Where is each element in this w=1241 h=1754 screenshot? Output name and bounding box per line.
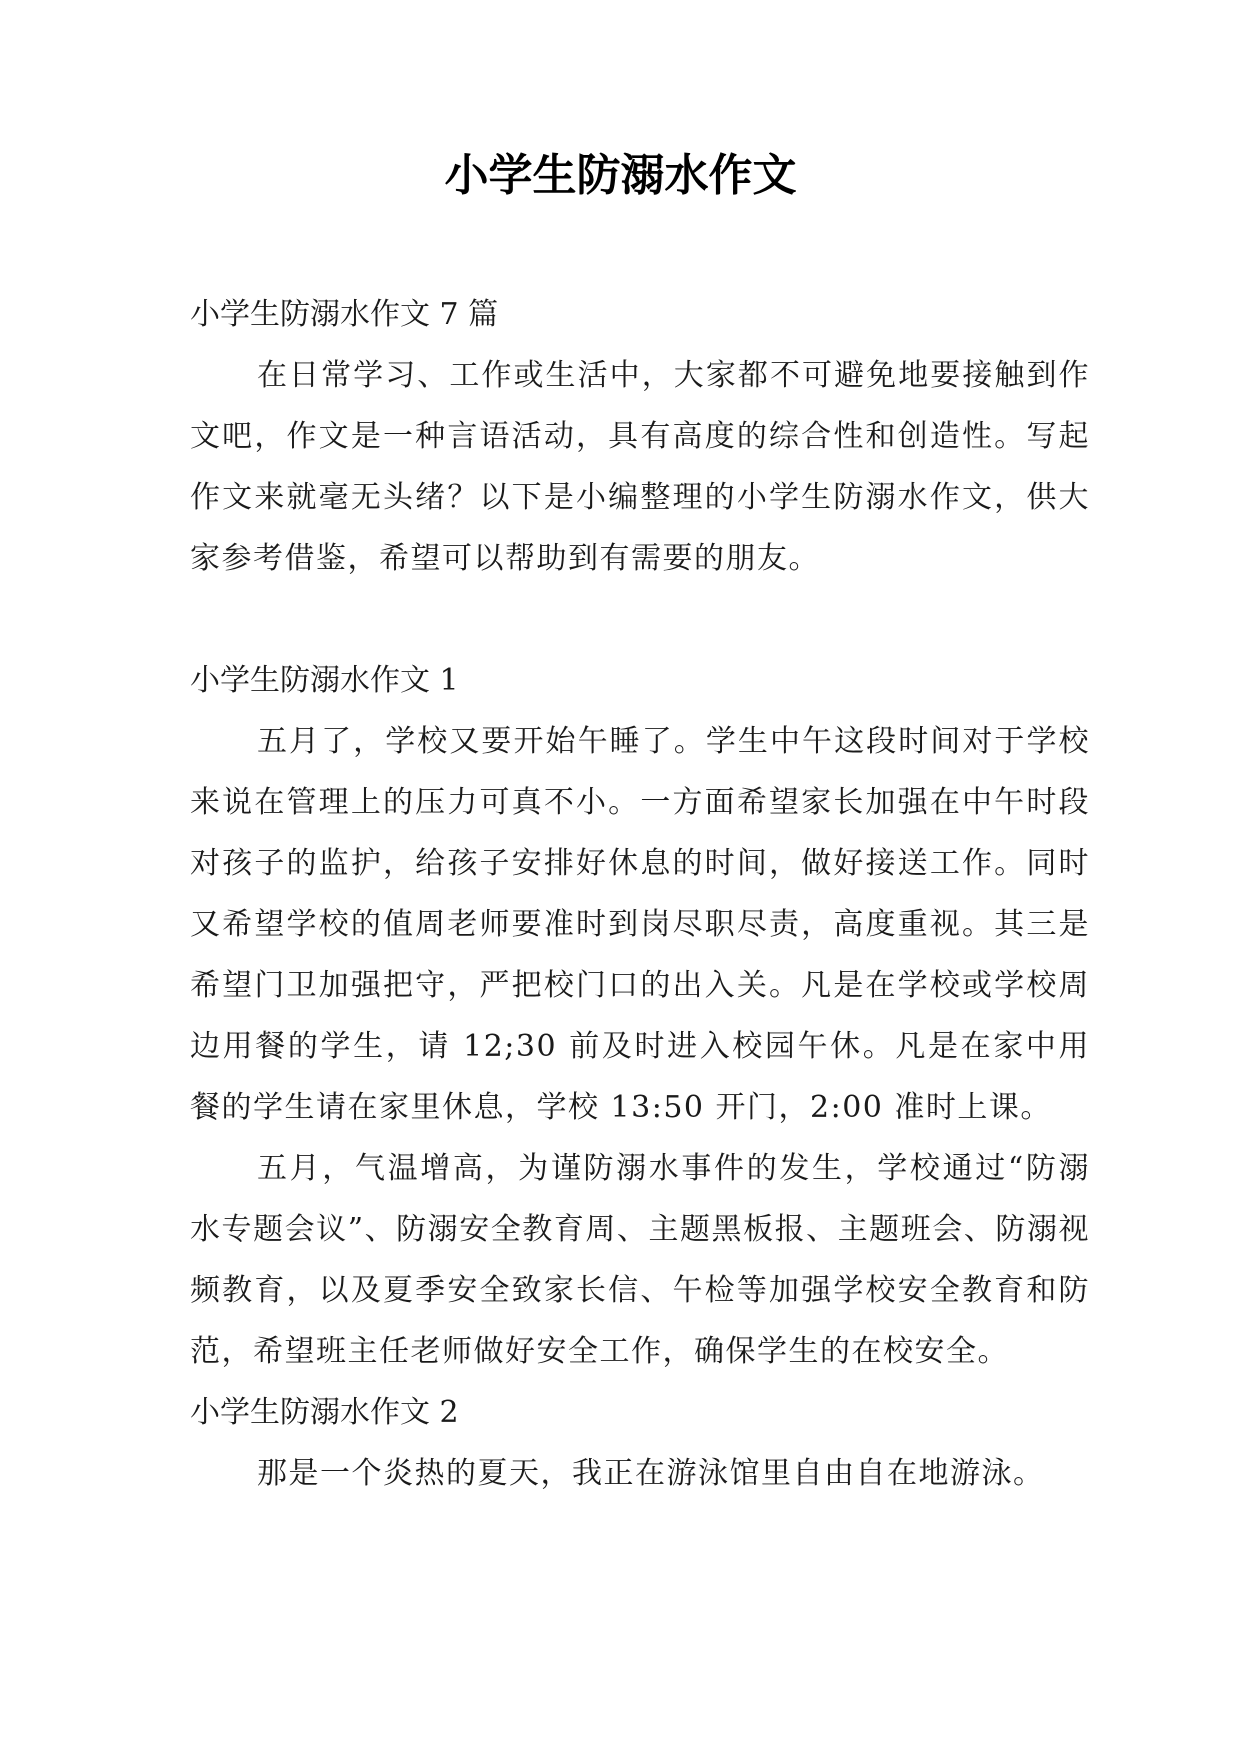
section-heading: 小学生防溺水作文 1 <box>190 663 459 698</box>
intro-paragraph: 在日常学习、工作或生活中，大家都不可避免地要接触到作文吧，作文是一种言语活动，具有高度的综合性和创造性。写起作文来就毫无头绪？以下是小编整理的小学生防溺水作文，供大家参考借鉴，希望可以帮助到有需要的朋友。 <box>190 358 1090 576</box>
spacer <box>190 589 1090 650</box>
section-paragraph: 那是一个炎热的夏天，我正在游泳馆里自由自在地游泳。 <box>257 1456 1045 1491</box>
section-paragraph: 五月，气温增高，为谨防溺水事件的发生，学校通过“防溺水专题会议”、防溺安全教育周、主题黑板报、主题班会、防溺视频教育，以及夏季安全致家长信、午检等加强学校安全教育和防范，希望班主任老师做好安全工作，确保学生的在校安全。 <box>190 1151 1090 1369</box>
document-body <box>190 284 1090 1504</box>
section-paragraph: 五月了，学校又要开始午睡了。学生中午这段时间对于学校来说在管理上的压力可真不小。一方面希望家长加强在中午时段对孩子的监护，给孩子安排好休息的时间，做好接送工作。同时又希望学校的值周老师要准时到岗尽职尽责，高度重视。其三是希望门卫加强把守，严把校门口的出入关。凡是在学校或学校周边用餐的学生，请 12;30 前及时进入校园午休。凡是在家中用餐的学生请在家里休息，学校 13:50 开门，2:00 准时上课。 <box>190 724 1090 1125</box>
document-title: 小学生防溺水作文 <box>444 150 797 201</box>
document-subtitle: 小学生防溺水作文 7 篇 <box>190 297 499 332</box>
section-heading: 小学生防溺水作文 2 <box>190 1395 459 1430</box>
